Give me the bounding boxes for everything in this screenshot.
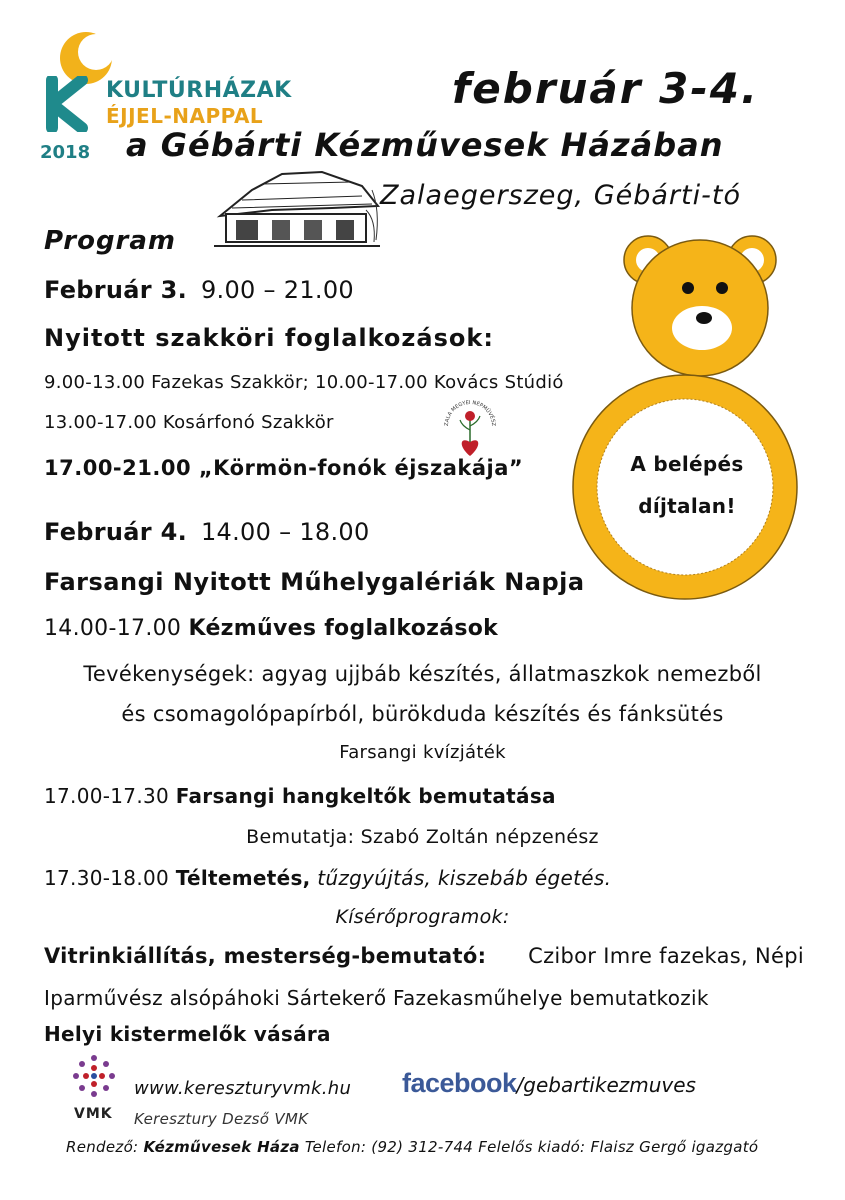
activities-line1: Tevékenységek: agyag ujjbáb készítés, állatmaszkok nemezből — [83, 662, 762, 686]
publisher: Felelős kiadó: Flaisz Gergő igazgató — [478, 1138, 759, 1156]
day2-hours: 14.00 – 18.00 — [200, 518, 370, 546]
day1-line2: 13.00-17.00 Kosárfonó Szakkör — [44, 412, 334, 433]
exhibit-bold: Vitrinkiállítás, mesterség-bemutató: — [44, 944, 487, 968]
house-sketch — [212, 160, 382, 250]
burial-bold: Téltemetés, — [175, 866, 311, 890]
day2-label: Február 4. — [44, 518, 188, 546]
day1-label: Február 3. — [44, 276, 188, 304]
event-date: február 3-4. — [452, 64, 759, 113]
program-heading: Program — [44, 226, 177, 256]
facebook-wordmark: facebook — [402, 1068, 517, 1098]
event-city: Zalaegerszeg, Gébárti-tó — [380, 180, 741, 211]
day2-heading — [44, 518, 370, 546]
organizer-label: Rendező: — [66, 1138, 139, 1156]
exhibit-line1 — [44, 944, 804, 968]
side-programs-heading: Kísérőprogramok: — [335, 906, 510, 928]
presenter: Bemutatja: Szabó Zoltán népzenész — [246, 826, 599, 848]
day2-title: Farsangi Nyitott Műhelygalériák Napja — [44, 568, 585, 596]
svg-text:ZALA MEGYEI NÉPMŰVÉSZETI EGYES: ZALA MEGYEI NÉPMŰVÉSZ — [443, 399, 497, 427]
website-link[interactable]: www.keresztury​vmk.hu — [134, 1078, 352, 1099]
day1-heading — [44, 276, 354, 304]
logo-year: 2018 — [40, 142, 91, 163]
craft-label: Kézműves foglalkozások — [188, 616, 499, 641]
quiz: Farsangi kvízjáték — [339, 742, 506, 763]
burial-time: 17.30-18.00 — [44, 866, 170, 890]
craft-time: 14.00-17.00 — [44, 616, 182, 641]
sound-time: 17.00-17.30 — [44, 784, 170, 808]
free-entry-line1: A belépés — [630, 452, 744, 476]
organizer: Kézművesek Háza — [143, 1138, 300, 1156]
activities-line2: és csomagolópapírból, bürökduda készítés és fánksütés — [121, 702, 724, 726]
exhibit-line2: Iparművész alsópáhoki Sártekerő Fazekasműhelye bemutatkozik — [44, 986, 709, 1010]
day1-title: Nyitott szakköri foglalkozások: — [44, 324, 494, 352]
folk-art-association-stamp — [440, 396, 500, 466]
bear-illustration — [570, 232, 810, 612]
logo-line2: ÉJJEL-NAPPAL — [106, 104, 264, 128]
phone: Telefon: (92) 312-744 — [304, 1138, 474, 1156]
k-letter-icon — [44, 76, 104, 132]
logo-line1: KULTÚRHÁZAK — [106, 78, 292, 103]
day1-hours: 9.00 – 21.00 — [200, 276, 354, 304]
day1-night: 17.00-21.00 „Körmön-fonók éjszakája” — [44, 456, 524, 480]
facebook-page: /gebartikezmuves — [516, 1073, 696, 1097]
market: Helyi kistermelők vására — [44, 1022, 331, 1046]
free-entry-line2: díjtalan! — [638, 494, 736, 518]
vmk-logo-icon — [66, 1052, 122, 1102]
burial-session — [44, 866, 611, 890]
day1-line1: 9.00-13.00 Fazekas Szakkör; 10.00-17.00 Kovács Stúdió — [44, 372, 564, 393]
burial-rest: tűzgyújtás, kiszebáb égetés. — [317, 866, 612, 890]
footer-credits — [66, 1138, 758, 1156]
vmk-org-name: Keresztury Dezső VMK — [134, 1110, 309, 1128]
facebook-link[interactable] — [402, 1068, 696, 1099]
craft-session — [44, 616, 498, 641]
vmk-logo-text: VMK — [74, 1106, 113, 1122]
exhibit-rest: Czibor Imre fazekas, Népi — [528, 944, 804, 968]
event-venue: a Gébárti Kézművesek Házában — [126, 126, 724, 164]
sound-label: Farsangi hangkeltők bemutatása — [175, 784, 556, 808]
sound-session — [44, 784, 556, 808]
